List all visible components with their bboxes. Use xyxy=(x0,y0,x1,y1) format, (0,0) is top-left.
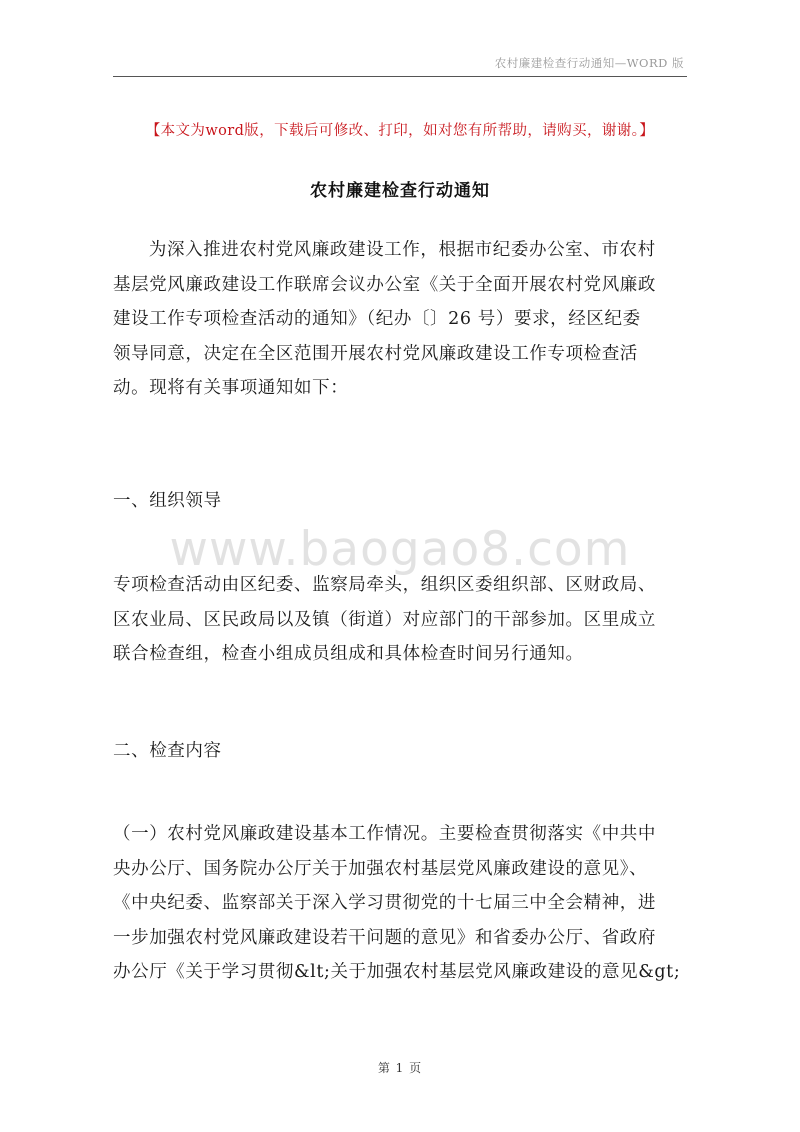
intro-paragraph: 为深入推进农村党风廉政建设工作，根据市纪委办公室、市农村 基层党风廉政建设工作联席会议办公室《关于全面开展农村党风廉政 建设工作专项检查活动的通知》（纪办〔〕26 号）要求，经区纪委 领导同意，决定在全区范围开展农村党风廉政建设工作专项检查活 动。现将有关事项通知如下： xyxy=(113,240,656,398)
header-divider xyxy=(113,76,687,77)
document-title: 农村廉建检查行动通知 xyxy=(310,181,490,201)
page-number: 第 1 页 xyxy=(377,1061,423,1075)
section-heading-organization: 一、组织领导 xyxy=(113,491,222,511)
inspection-content-paragraph: （一）农村党风廉政建设基本工作情况。主要检查贯彻落实《中共中 央办公厅、国务院办公厅关于加强农村基层党风廉政建设的意见》、 《中央纪委、监察部关于深入学习贯彻党的十七届三中全会精神，进 一步加强农村党风廉政建设若干问题的意见》和省委办公厅、省政府 办公厅《关于学习贯彻&lt;关于加强农村基层党风廉政建设的意见&gt; xyxy=(113,824,681,982)
running-header: 农村廉建检查行动通知—WORD 版 xyxy=(494,56,684,70)
watermark-text: www.baogao8.com xyxy=(169,522,631,577)
purchase-notice: 【本文为word版，下载后可修改、打印，如对您有所帮助，请购买，谢谢。】 xyxy=(145,123,655,139)
organization-paragraph: 专项检查活动由区纪委、监察局牵头，组织区委组织部、区财政局、 区农业局、区民政局以及镇（街道）对应部门的干部参加。区里成立 联合检查组，检查小组成员组成和具体检查时间另行通知。 xyxy=(113,575,656,664)
section-heading-inspection-content: 二、检查内容 xyxy=(113,741,222,761)
